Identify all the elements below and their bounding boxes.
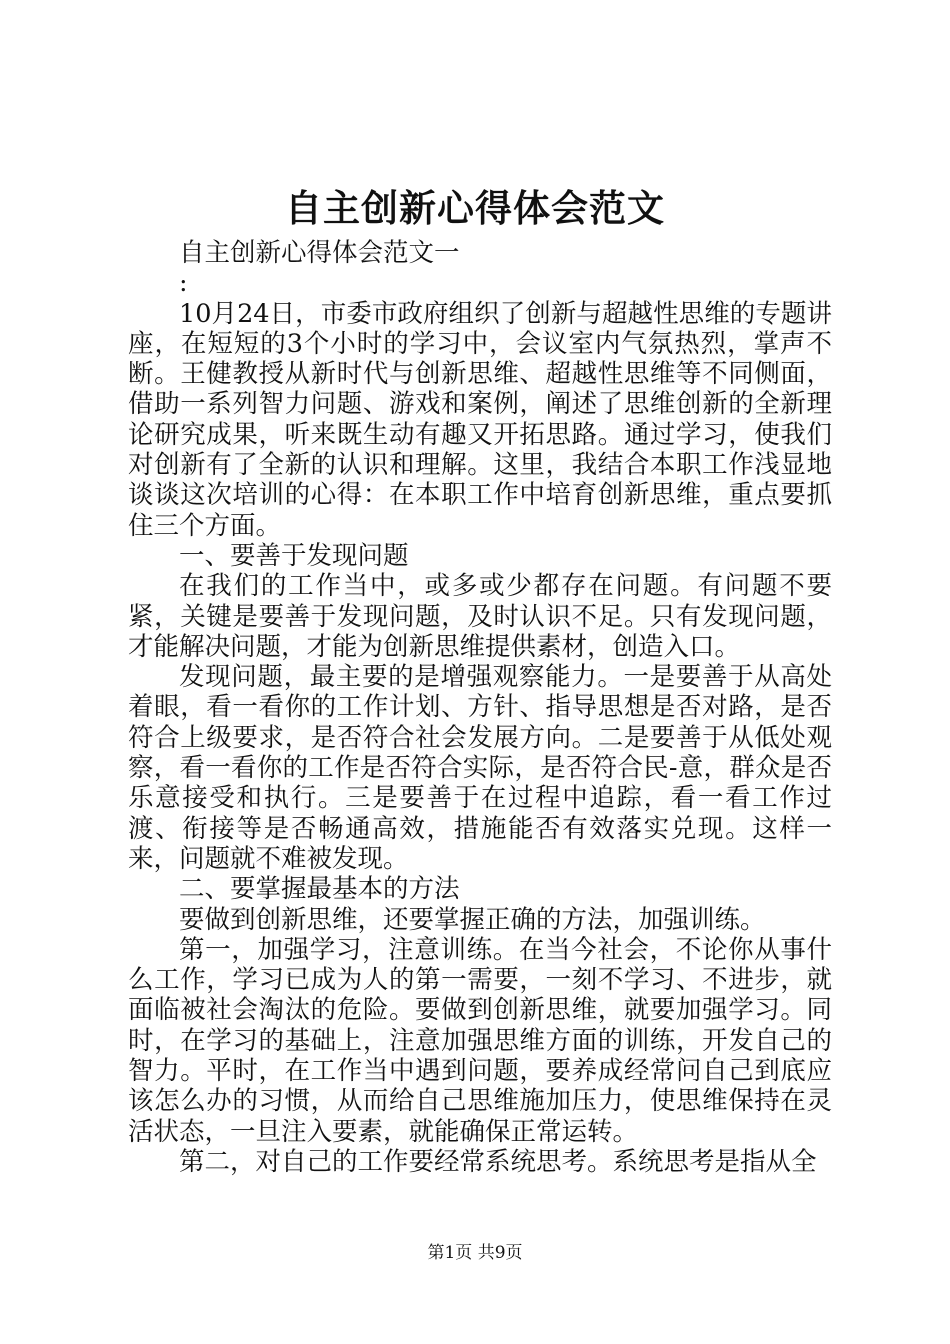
- section-heading: 二、要掌握最基本的方法: [179, 874, 460, 905]
- paragraph: 自主创新心得体会范文一: [179, 238, 460, 268]
- document-body: [128, 238, 832, 1177]
- section-heading: 一、要善于发现问题: [179, 540, 409, 571]
- document-title: 自主创新心得体会范文: [285, 186, 665, 230]
- paragraph: 在我们的工作当中，或多或少都存在问题。有问题不要紧，关键是要善于发现问题，及时认识不足。只有发现问题，才能解决问题，才能为创新思维提供素材，创造入口。: [128, 571, 832, 662]
- paragraph: 发现问题，最主要的是增强观察能力。一是要善于从高处着眼，看一看你的工作计划、方针、指导思想是否对路，是否符合上级要求，是否符合社会发展方向。二是要善于从低处观察，看一看你的工作是否符合实际，是否符合民-意，群众是否乐意接受和执行。三是要善于在过程中追踪，看一看工作过渡、衔接等是否畅通高效，措施能否有效落实兑现。这样一来，问题就不难被发现。: [128, 662, 832, 874]
- paragraph: 要做到创新思维，还要掌握正确的方法，加强训练。: [179, 904, 766, 935]
- paragraph: 第二，对自己的工作要经常系统思考。系统思考是指从全: [179, 1146, 817, 1177]
- paragraph: :: [179, 268, 188, 299]
- page-footer: 第1页 共9页: [427, 1243, 523, 1263]
- paragraph: 第一，加强学习，注意训练。在当今社会，不论你从事什么工作，学习已成为人的第一需要，一刻不学习、不进步，就面临被社会淘汰的危险。要做到创新思维，就要加强学习。同时，在学习的基础上，注意加强思维方面的训练，开发自己的智力。平时，在工作当中遇到问题，要养成经常问自己到底应该怎么办的习惯，从而给自己思维施加压力，使思维保持在灵活状态，一旦注入要素，就能确保正常运转。: [128, 934, 832, 1147]
- paragraph: 10月24日，市委市政府组织了创新与超越性思维的专题讲座，在短短的3个小时的学习中，会议室内气氛热烈，掌声不断。王健教授从新时代与创新思维、超越性思维等不同侧面，借助一系列智力问题、游戏和案例，阐述了思维创新的全新理论研究成果，听来既生动有趣又开拓思路。通过学习，使我们对创新有了全新的认识和理解。这里，我结合本职工作浅显地谈谈这次培训的心得：在本职工作中培育创新思维，重点要抓住三个方面。: [128, 298, 832, 541]
